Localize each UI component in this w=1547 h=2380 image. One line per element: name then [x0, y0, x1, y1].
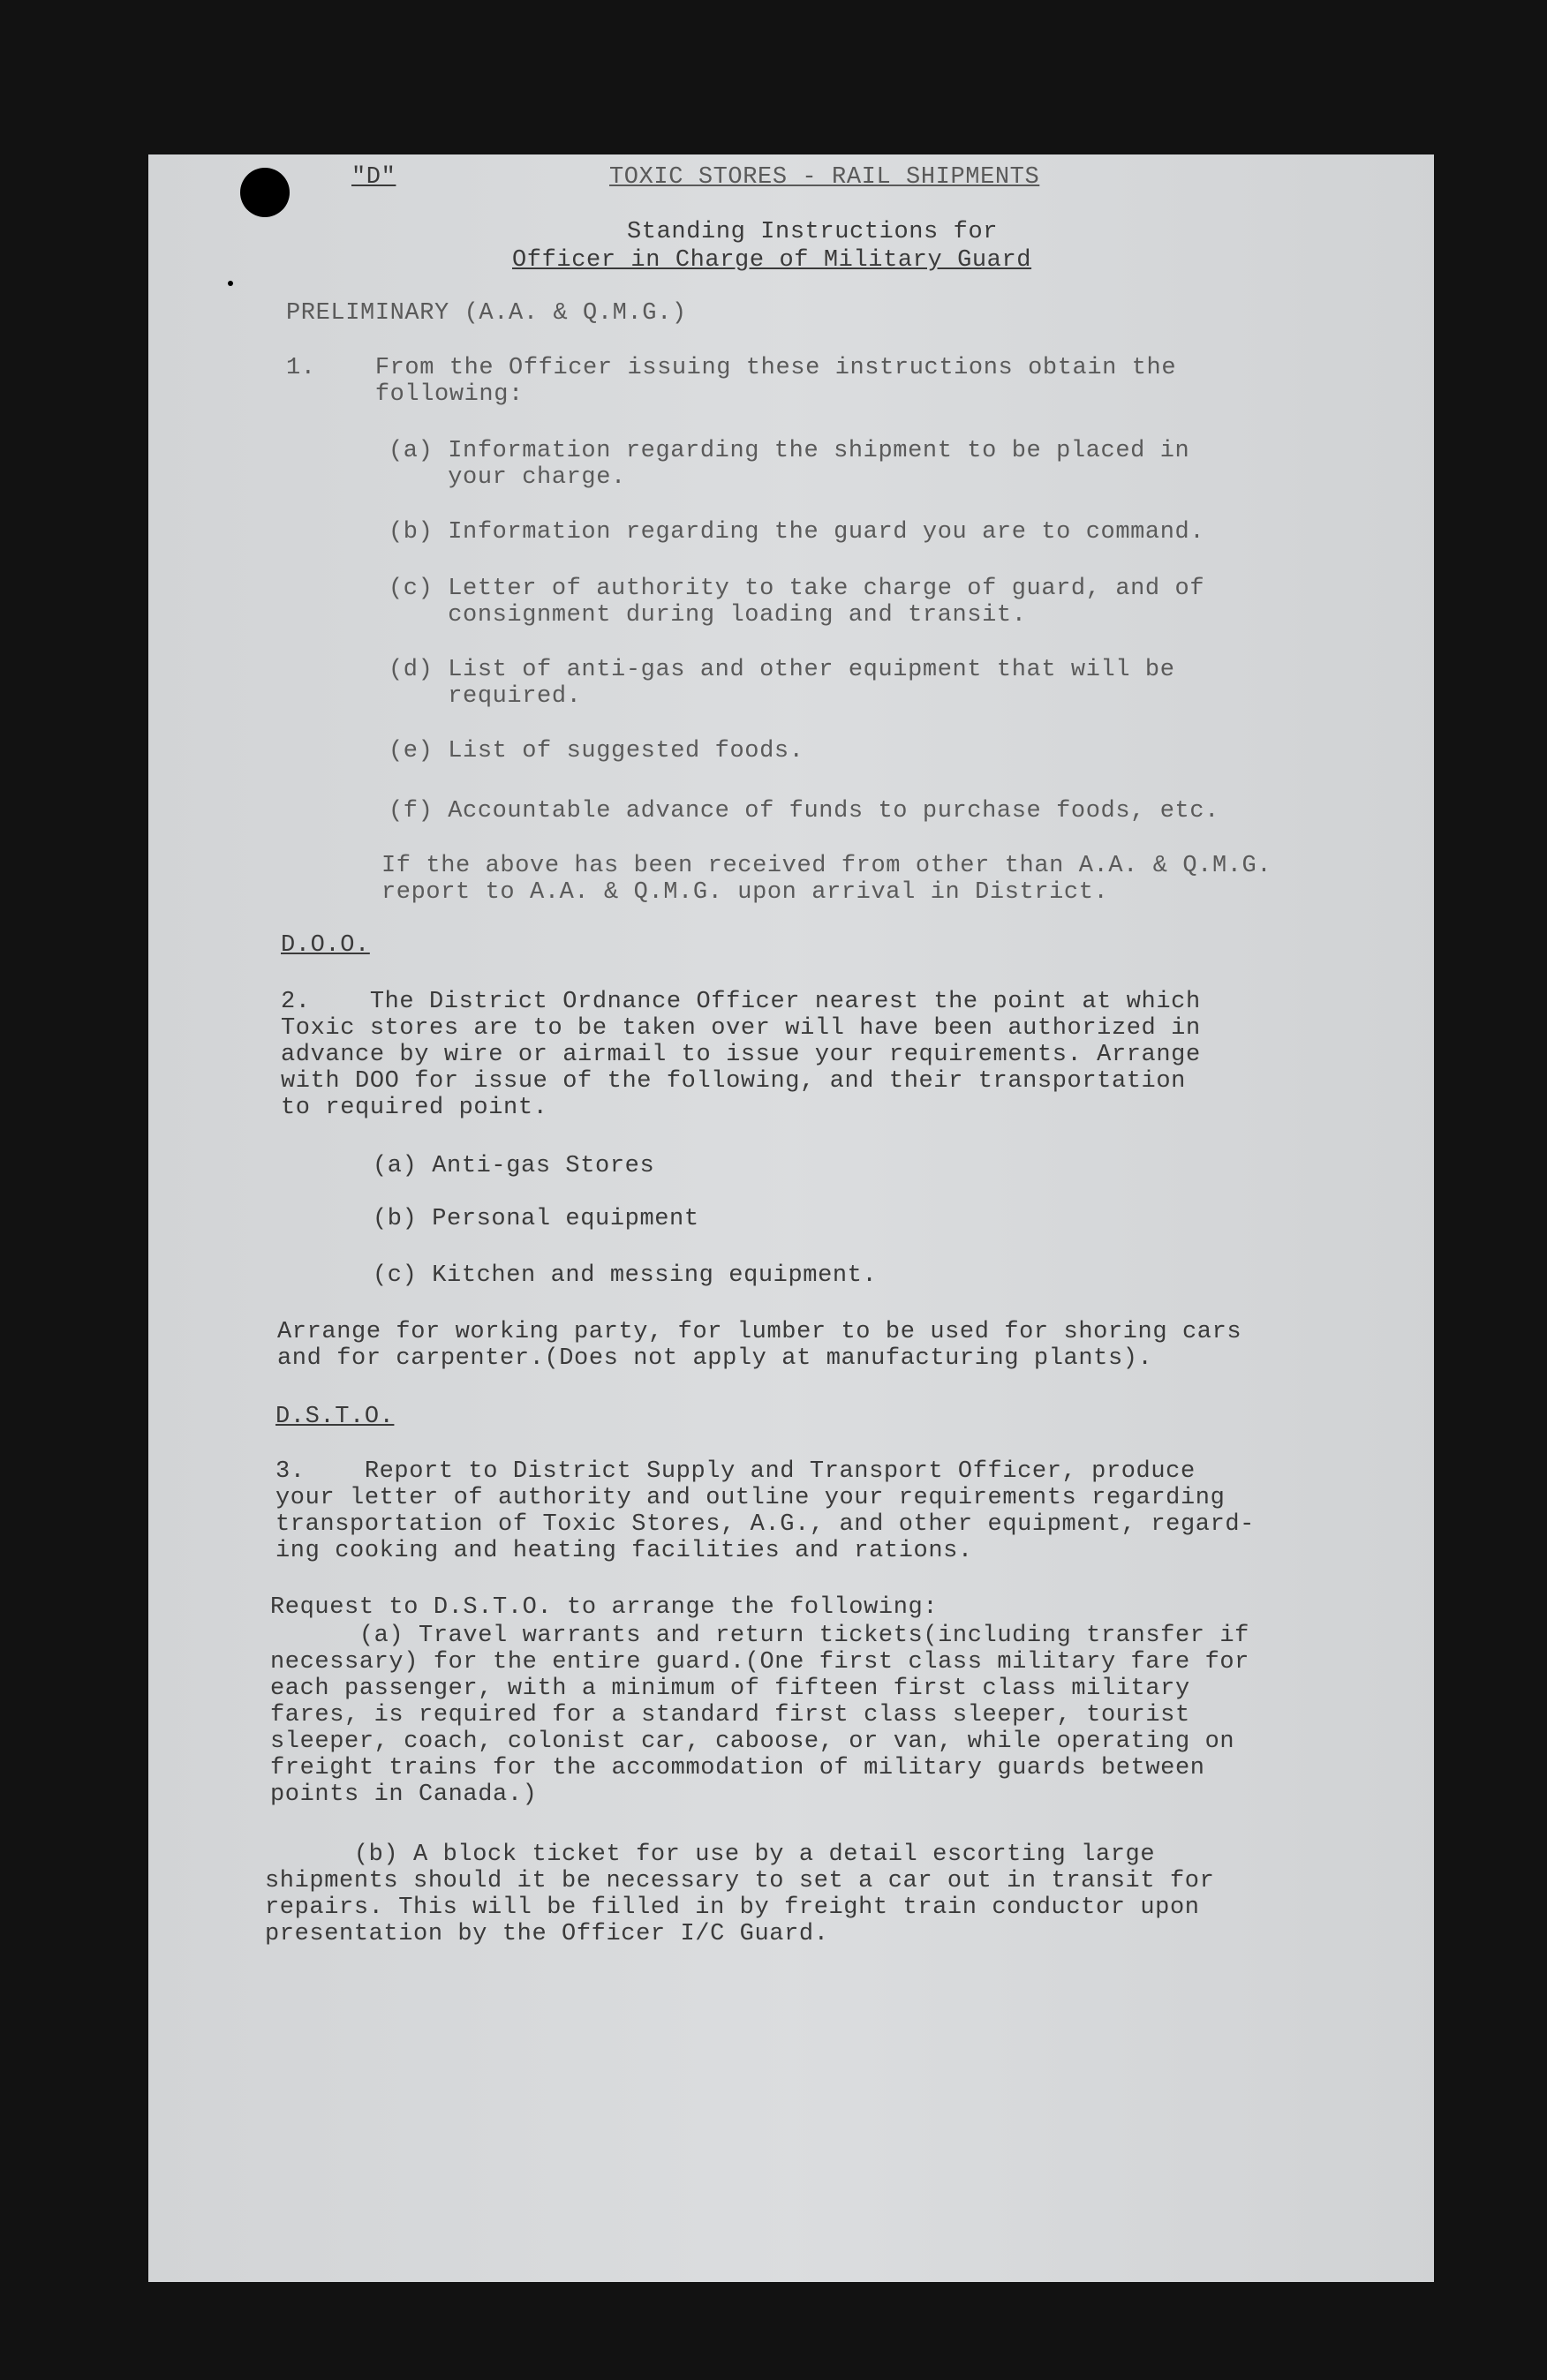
subtitle-officer: Officer in Charge of Military Guard — [512, 247, 1032, 274]
request-item-a-line: necessary) for the entire guard.(One first class military fare for — [270, 1649, 1249, 1676]
working-party-note: Arrange for working party, for lumber to be used for shoring cars — [277, 1319, 1242, 1345]
list-item: (f) Accountable advance of funds to purchase foods, etc. — [389, 798, 1219, 825]
list-item: (d) List of anti-gas and other equipment that will be — [389, 657, 1175, 683]
section-heading-preliminary: PRELIMINARY (A.A. & Q.M.G.) — [286, 300, 687, 327]
request-item-a-line: fares, is required for a standard first class sleeper, tourist — [270, 1702, 1190, 1729]
paragraph-1-line: following: — [286, 381, 524, 408]
request-item-b-line: repairs. This will be filled in by freight train conductor upon — [265, 1894, 1200, 1921]
dsto-paragraph-line: your letter of authority and outline your requirements regarding — [275, 1485, 1226, 1511]
list-item: (b) Personal equipment — [373, 1206, 699, 1232]
subtitle: Standing Instructions for — [627, 219, 999, 245]
request-intro: Request to D.S.T.O. to arrange the following: — [270, 1594, 939, 1621]
list-item: required. — [389, 683, 582, 710]
request-item-a-line: freight trains for the accommodation of military guards between — [270, 1755, 1205, 1781]
doo-paragraph-line: to required point. — [281, 1095, 548, 1121]
doo-paragraph-line: advance by wire or airmail to issue your requirements. Arrange — [281, 1042, 1201, 1068]
preliminary-note: If the above has been received from other than A.A. & Q.M.G. — [381, 853, 1272, 879]
list-item: (e) List of suggested foods. — [389, 738, 804, 764]
list-item: consignment during loading and transit. — [389, 602, 1027, 629]
list-item: (c) Letter of authority to take charge of guard, and of — [389, 576, 1205, 602]
speck — [228, 281, 233, 286]
dsto-paragraph-line: ing cooking and heating facilities and rations. — [275, 1538, 973, 1564]
request-item-a-line: points in Canada.) — [270, 1781, 538, 1808]
list-item: (a) Anti-gas Stores — [373, 1153, 655, 1179]
request-item-a-line: sleeper, coach, colonist car, caboose, or van, while operating on — [270, 1729, 1235, 1755]
list-item: your charge. — [389, 464, 626, 491]
request-item-b-line: (b) A block ticket for use by a detail escorting large — [265, 1841, 1156, 1868]
request-item-a-line: each passenger, with a minimum of fifteen first class military — [270, 1676, 1190, 1702]
document-page — [148, 154, 1434, 2282]
request-item-b-line: shipments should it be necessary to set a car out in transit for — [265, 1868, 1215, 1894]
list-item: (a) Information regarding the shipment to be placed in — [389, 438, 1190, 464]
annex-label: "D" — [351, 164, 396, 191]
dsto-paragraph-line: 3. Report to District Supply and Transport Officer, produce — [275, 1458, 1196, 1485]
section-heading-dsto: D.S.T.O. — [275, 1404, 395, 1430]
doo-paragraph-line: 2. The District Ordnance Officer nearest the point at which — [281, 989, 1201, 1015]
doo-paragraph-line: Toxic stores are to be taken over will have been authorized in — [281, 1015, 1201, 1042]
dsto-paragraph-line: transportation of Toxic Stores, A.G., and other equipment, regard- — [275, 1511, 1255, 1538]
section-heading-doo: D.O.O. — [281, 932, 370, 959]
preliminary-note: report to A.A. & Q.M.G. upon arrival in District. — [381, 879, 1109, 906]
request-item-a-line: (a) Travel warrants and return tickets(including transfer if — [270, 1623, 1249, 1649]
paragraph-1-line: 1. From the Officer issuing these instructions obtain the — [286, 355, 1177, 381]
doo-paragraph-line: with DOO for issue of the following, and their transportation — [281, 1068, 1186, 1095]
document-title: TOXIC STORES - RAIL SHIPMENTS — [609, 164, 1040, 191]
punch-hole — [240, 168, 290, 217]
list-item: (c) Kitchen and messing equipment. — [373, 1262, 878, 1289]
working-party-note: and for carpenter.(Does not apply at manufacturing plants). — [277, 1345, 1153, 1372]
list-item: (b) Information regarding the guard you are to command. — [389, 519, 1205, 546]
request-item-b-line: presentation by the Officer I/C Guard. — [265, 1921, 829, 1947]
